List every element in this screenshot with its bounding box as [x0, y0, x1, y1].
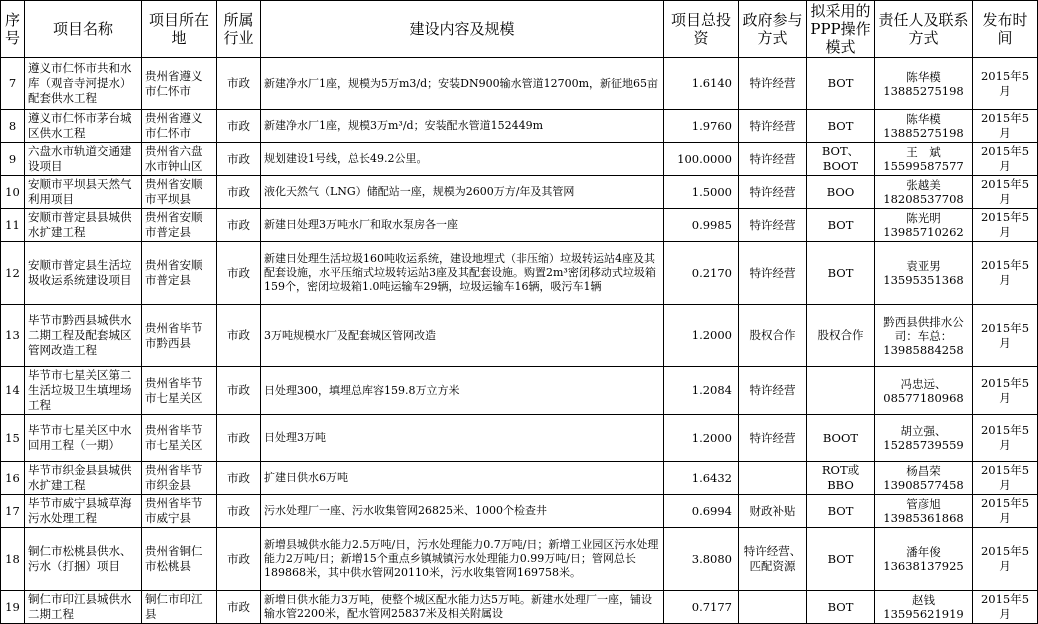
- row-location: 贵州省毕节市威宁县: [142, 495, 217, 528]
- row-location: 贵州省毕节市黔西县: [142, 305, 217, 367]
- header-seq: 序号: [1, 1, 25, 58]
- row-date: 2015年5月: [973, 528, 1038, 591]
- row-contact: [875, 462, 973, 495]
- contact-person: 潘年俊: [906, 545, 941, 559]
- row-gov-mode: 特许经营: [739, 209, 807, 242]
- row-gov-mode: 特许经营: [739, 58, 807, 110]
- row-industry: 市政: [217, 367, 261, 415]
- row-date: 2015年5月: [973, 110, 1038, 143]
- row-investment: 1.6432: [664, 462, 739, 495]
- row-contact: [875, 528, 973, 591]
- table-row: [1, 58, 1038, 110]
- row-contact: [875, 591, 973, 624]
- table-row: [1, 242, 1038, 305]
- row-content: 液化天然气（LNG）储配站一座，规模为2600万方/年及其管网: [261, 176, 664, 209]
- table-row: [1, 528, 1038, 591]
- row-date: 2015年5月: [973, 209, 1038, 242]
- row-location: 贵州省铜仁市松桃县: [142, 528, 217, 591]
- row-location: 贵州省毕节市七星关区: [142, 415, 217, 462]
- row-industry: 市政: [217, 110, 261, 143]
- row-date: 2015年5月: [973, 495, 1038, 528]
- row-content: 新建净水厂1座，规模3万m³/d；安装配水管道152449m: [261, 110, 664, 143]
- row-name: 毕节市织金县县城供水扩建工程: [25, 462, 142, 495]
- row-name: 六盘水市轨道交通建设项目: [25, 143, 142, 176]
- row-industry: 市政: [217, 591, 261, 624]
- row-gov-mode: 特许经营: [739, 110, 807, 143]
- row-ppp-mode: BOT: [807, 58, 875, 110]
- table-row: [1, 305, 1038, 367]
- row-name: 铜仁市印江县城供水二期工程: [25, 591, 142, 624]
- row-contact: [875, 495, 973, 528]
- row-date: 2015年5月: [973, 143, 1038, 176]
- contact-phone: 13595351368: [883, 273, 964, 287]
- row-ppp-mode: [807, 367, 875, 415]
- row-seq: 15: [1, 415, 25, 462]
- row-content: 日处理3万吨: [261, 415, 664, 462]
- contact-phone: 13595621919: [883, 607, 964, 621]
- row-location: 贵州省安顺市普定县: [142, 242, 217, 305]
- header-content: 建设内容及规模: [261, 1, 664, 58]
- row-ppp-mode: BOT: [807, 242, 875, 305]
- row-content: 污水处理厂一座、污水收集管网26825米、1000个检查井: [261, 495, 664, 528]
- row-name: 毕节市威宁县城草海污水处理工程: [25, 495, 142, 528]
- row-investment: 3.8080: [664, 528, 739, 591]
- row-content: 新建净水厂1座，规模为5万m3/d；安装DN900输水管道12700m，新征地65亩: [261, 58, 664, 110]
- row-investment: 1.2000: [664, 305, 739, 367]
- header-contact: 责任人及联系方式: [875, 1, 973, 58]
- row-date: 2015年5月: [973, 415, 1038, 462]
- contact-person: 赵钱: [912, 593, 935, 607]
- contact-person: 陈光明: [906, 211, 941, 225]
- row-contact: [875, 242, 973, 305]
- table-row: [1, 143, 1038, 176]
- row-ppp-mode: BOT: [807, 495, 875, 528]
- row-gov-mode: 特许经营: [739, 415, 807, 462]
- contact-person: 黔西县供排水公司：车总：: [883, 314, 964, 343]
- row-seq: 17: [1, 495, 25, 528]
- row-date: 2015年5月: [973, 591, 1038, 624]
- row-name: 毕节市七星关区第二生活垃圾卫生填埋场工程: [25, 367, 142, 415]
- contact-phone: 13885275198: [883, 83, 964, 98]
- row-seq: 14: [1, 367, 25, 415]
- row-location: 贵州省安顺市普定县: [142, 209, 217, 242]
- row-seq: 11: [1, 209, 25, 242]
- row-gov-mode: 特许经营: [739, 143, 807, 176]
- contact-phone: 18208537708: [883, 192, 964, 206]
- contact-person: 冯忠远、: [900, 376, 947, 391]
- row-gov-mode: [739, 591, 807, 624]
- row-content: 新增县城供水能力2.5万吨/日，污水处理能力0.7万吨/日；新增工业园区污水处理能力2万吨/日；新增15个重点乡镇城镇污水处理能力0.99万吨/日；管网总长189868米，其中供水管网20110米，污水收集管网169758米。: [261, 528, 664, 591]
- header-date: 发布时间: [973, 1, 1038, 58]
- row-gov-mode: 特许经营: [739, 176, 807, 209]
- row-investment: 0.9985: [664, 209, 739, 242]
- header-industry: 所属行业: [217, 1, 261, 58]
- table-row: [1, 462, 1038, 495]
- contact-phone: 13985884258: [883, 342, 964, 357]
- row-location: 贵州省六盘水市钟山区: [142, 143, 217, 176]
- table-row: [1, 495, 1038, 528]
- row-content: 规划建设1号线，总长49.2公里。: [261, 143, 664, 176]
- row-date: 2015年5月: [973, 367, 1038, 415]
- row-ppp-mode: BOT: [807, 591, 875, 624]
- row-name: 遵义市仁怀市茅台城区供水工程: [25, 110, 142, 143]
- row-content: 日处理300，填埋总库容159.8万立方米: [261, 367, 664, 415]
- row-seq: 18: [1, 528, 25, 591]
- row-contact: [875, 415, 973, 462]
- contact-person: 胡立强、: [900, 424, 947, 438]
- row-industry: 市政: [217, 415, 261, 462]
- row-content: 新建日处理生活垃圾160吨收运系统，建设地埋式（非压缩）垃圾转运站4座及其配套设施，水平压缩式垃圾转运站3座及其配套设施。购置2m³密闭移动式垃圾箱159个，密闭垃圾箱1.0吨运输车29辆，垃圾运输车16辆，吸污车1辆: [261, 242, 664, 305]
- row-content: 扩建日供水6万吨: [261, 462, 664, 495]
- row-investment: 1.9760: [664, 110, 739, 143]
- row-investment: 100.0000: [664, 143, 739, 176]
- row-name: 铜仁市松桃县供水、污水（打捆）项目: [25, 528, 142, 591]
- row-seq: 9: [1, 143, 25, 176]
- row-contact: [875, 143, 973, 176]
- row-name: 毕节市七星关区中水回用工程（一期）: [25, 415, 142, 462]
- row-ppp-mode: BOT、BOOT: [807, 143, 875, 176]
- table-row: [1, 176, 1038, 209]
- row-seq: 10: [1, 176, 25, 209]
- row-industry: 市政: [217, 176, 261, 209]
- row-seq: 7: [1, 58, 25, 110]
- row-gov-mode: 股权合作: [739, 305, 807, 367]
- row-contact: [875, 305, 973, 367]
- row-date: 2015年5月: [973, 242, 1038, 305]
- row-investment: 1.5000: [664, 176, 739, 209]
- row-date: 2015年5月: [973, 58, 1038, 110]
- row-ppp-mode: 股权合作: [807, 305, 875, 367]
- contact-person: 袁亚男: [906, 259, 941, 273]
- row-ppp-mode: BOT: [807, 110, 875, 143]
- header-gov-mode: 政府参与方式: [739, 1, 807, 58]
- header-ppp-mode: 拟采用的PPP操作模式: [807, 1, 875, 58]
- contact-phone: 08577180968: [883, 390, 964, 405]
- row-industry: 市政: [217, 58, 261, 110]
- row-contact: [875, 58, 973, 110]
- row-industry: 市政: [217, 495, 261, 528]
- row-name: 安顺市普定县县城供水扩建工程: [25, 209, 142, 242]
- header-location: 项目所在地: [142, 1, 217, 58]
- row-name: 毕节市黔西县城供水二期工程及配套城区管网改造工程: [25, 305, 142, 367]
- row-location: 铜仁市印江县: [142, 591, 217, 624]
- row-ppp-mode: ROT或BBO: [807, 462, 875, 495]
- row-contact: [875, 110, 973, 143]
- row-investment: 1.2000: [664, 415, 739, 462]
- row-location: 贵州省毕节市织金县: [142, 462, 217, 495]
- row-investment: 0.6994: [664, 495, 739, 528]
- header-row: [1, 1, 1038, 58]
- contact-phone: 13985361868: [883, 511, 964, 525]
- row-ppp-mode: BOT: [807, 209, 875, 242]
- row-date: 2015年5月: [973, 305, 1038, 367]
- row-industry: 市政: [217, 462, 261, 495]
- header-name: 项目名称: [25, 1, 142, 58]
- contact-phone: 13638137925: [883, 559, 964, 573]
- contact-person: 杨昌荣: [906, 464, 941, 478]
- row-seq: 12: [1, 242, 25, 305]
- header-investment: 项目总投资: [664, 1, 739, 58]
- row-location: 贵州省遵义市仁怀市: [142, 110, 217, 143]
- row-gov-mode: [739, 462, 807, 495]
- row-investment: 1.6140: [664, 58, 739, 110]
- contact-person: 王 斌: [906, 145, 941, 159]
- row-seq: 8: [1, 110, 25, 143]
- row-contact: [875, 209, 973, 242]
- row-date: 2015年5月: [973, 462, 1038, 495]
- row-gov-mode: 财政补贴: [739, 495, 807, 528]
- table-row: [1, 367, 1038, 415]
- row-location: 贵州省安顺市平坝县: [142, 176, 217, 209]
- row-ppp-mode: BOOT: [807, 415, 875, 462]
- row-ppp-mode: BOT: [807, 528, 875, 591]
- row-name: 遵义市仁怀市共和水库（观音寺河提水）配套供水工程: [25, 58, 142, 110]
- row-content: 新增日供水能力3万吨，使整个城区配水能力达5万吨。新建水处理厂一座，铺设输水管2200米，配水管网25837米及相关附属设: [261, 591, 664, 624]
- row-date: 2015年5月: [973, 176, 1038, 209]
- table-row: [1, 415, 1038, 462]
- contact-phone: 13885275198: [883, 126, 964, 140]
- table-row: [1, 110, 1038, 143]
- row-contact: [875, 176, 973, 209]
- row-content: 3万吨规模水厂及配套城区管网改造: [261, 305, 664, 367]
- row-investment: 1.2084: [664, 367, 739, 415]
- contact-phone: 15599587577: [883, 159, 964, 173]
- row-seq: 16: [1, 462, 25, 495]
- row-investment: 0.2170: [664, 242, 739, 305]
- row-industry: 市政: [217, 528, 261, 591]
- row-industry: 市政: [217, 242, 261, 305]
- contact-phone: 13908577458: [883, 478, 964, 492]
- row-industry: 市政: [217, 143, 261, 176]
- row-contact: [875, 367, 973, 415]
- row-location: 贵州省毕节市七星关区: [142, 367, 217, 415]
- row-ppp-mode: BOO: [807, 176, 875, 209]
- table-row: [1, 591, 1038, 624]
- row-content: 新建日处理3万吨水厂和取水泵房各一座: [261, 209, 664, 242]
- row-gov-mode: 特许经营: [739, 367, 807, 415]
- contact-person: 管彦旭: [906, 497, 941, 511]
- row-seq: 13: [1, 305, 25, 367]
- row-name: 安顺市平坝县天然气利用项目: [25, 176, 142, 209]
- row-gov-mode: 特许经营、匹配资源: [739, 528, 807, 591]
- row-seq: 19: [1, 591, 25, 624]
- row-location: 贵州省遵义市仁怀市: [142, 58, 217, 110]
- row-industry: 市政: [217, 209, 261, 242]
- contact-person: 陈华模: [906, 112, 941, 126]
- row-investment: 0.7177: [664, 591, 739, 624]
- contact-person: 陈华模: [906, 69, 941, 84]
- contact-person: 张越美: [906, 178, 941, 192]
- row-gov-mode: 特许经营: [739, 242, 807, 305]
- table-row: [1, 209, 1038, 242]
- contact-phone: 13985710262: [883, 225, 964, 239]
- contact-phone: 15285739559: [883, 438, 964, 452]
- row-industry: 市政: [217, 305, 261, 367]
- row-name: 安顺市普定县生活垃圾收运系统建设项目: [25, 242, 142, 305]
